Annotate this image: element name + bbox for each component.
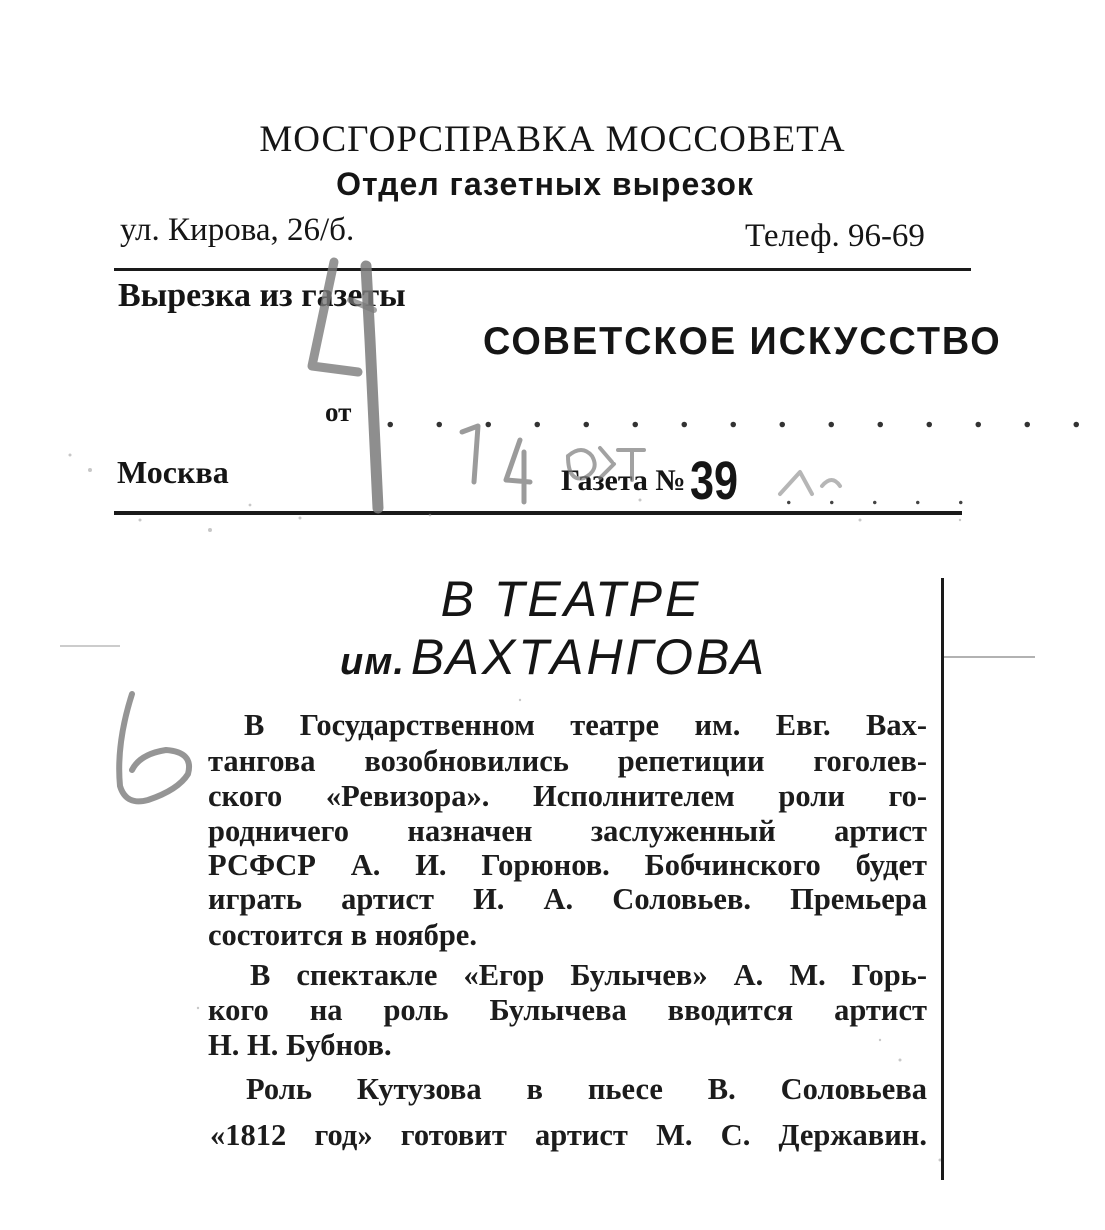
title-prefix: им. <box>340 641 405 683</box>
article-line: «1812 год» готовит артист М. С. Державин. <box>210 1118 927 1152</box>
issue-label: Газета № <box>561 464 686 497</box>
date-dots: . . . . . . . . . . . . . . . <box>386 398 1097 435</box>
article-line: ского «Ревизора». Исполнителем роли го- <box>208 779 927 813</box>
article-line: состоится в ноябре. <box>208 918 477 952</box>
article-line: В Государственном театре им. Евг. Вах- <box>244 708 927 742</box>
date-label: от <box>325 397 352 427</box>
article-line: кого на роль Булычева вводится артист <box>208 993 927 1027</box>
title-name: ВАХТАНГОВА <box>410 629 768 685</box>
handwritten-six-icon <box>119 694 189 801</box>
article-line: РСФСР А. И. Горюнов. Бобчинского будет <box>208 848 927 882</box>
article-title-line1: В ТЕАТРЕ <box>440 571 702 627</box>
article-line: Н. Н. Бубнов. <box>208 1028 392 1062</box>
issue-number: 39 <box>690 451 739 511</box>
department-name: Отдел газетных вырезок <box>336 166 754 202</box>
meta-divider <box>114 511 962 515</box>
article-line: В спектакле «Егор Булычев» А. М. Горь- <box>250 958 927 992</box>
agency-name: МОСГОРСПРАВКА МОССОВЕТА <box>259 119 846 160</box>
header-divider <box>114 268 971 271</box>
column-rule <box>941 578 944 1180</box>
city-label: Москва <box>117 454 229 490</box>
issue-dots: . . . . . <box>785 478 979 511</box>
clipping-label: Вырезка из газеты <box>118 277 406 314</box>
article-line: играть артист И. А. Соловьев. Премьера <box>208 882 927 916</box>
address: ул. Кирова, 26/б. <box>120 212 355 248</box>
newspaper-name: СОВЕТСКОЕ ИСКУССТВО <box>483 320 1002 363</box>
article-line: тангова возобновились репетиции гоголев- <box>208 744 927 778</box>
phone-number: Телеф. 96-69 <box>745 218 925 254</box>
article-line: Роль Кутузова в пьесе В. Соловьева <box>246 1072 927 1106</box>
article-line: родничего назначен заслуженный артист <box>208 814 927 848</box>
article-title-line2 <box>340 628 767 686</box>
